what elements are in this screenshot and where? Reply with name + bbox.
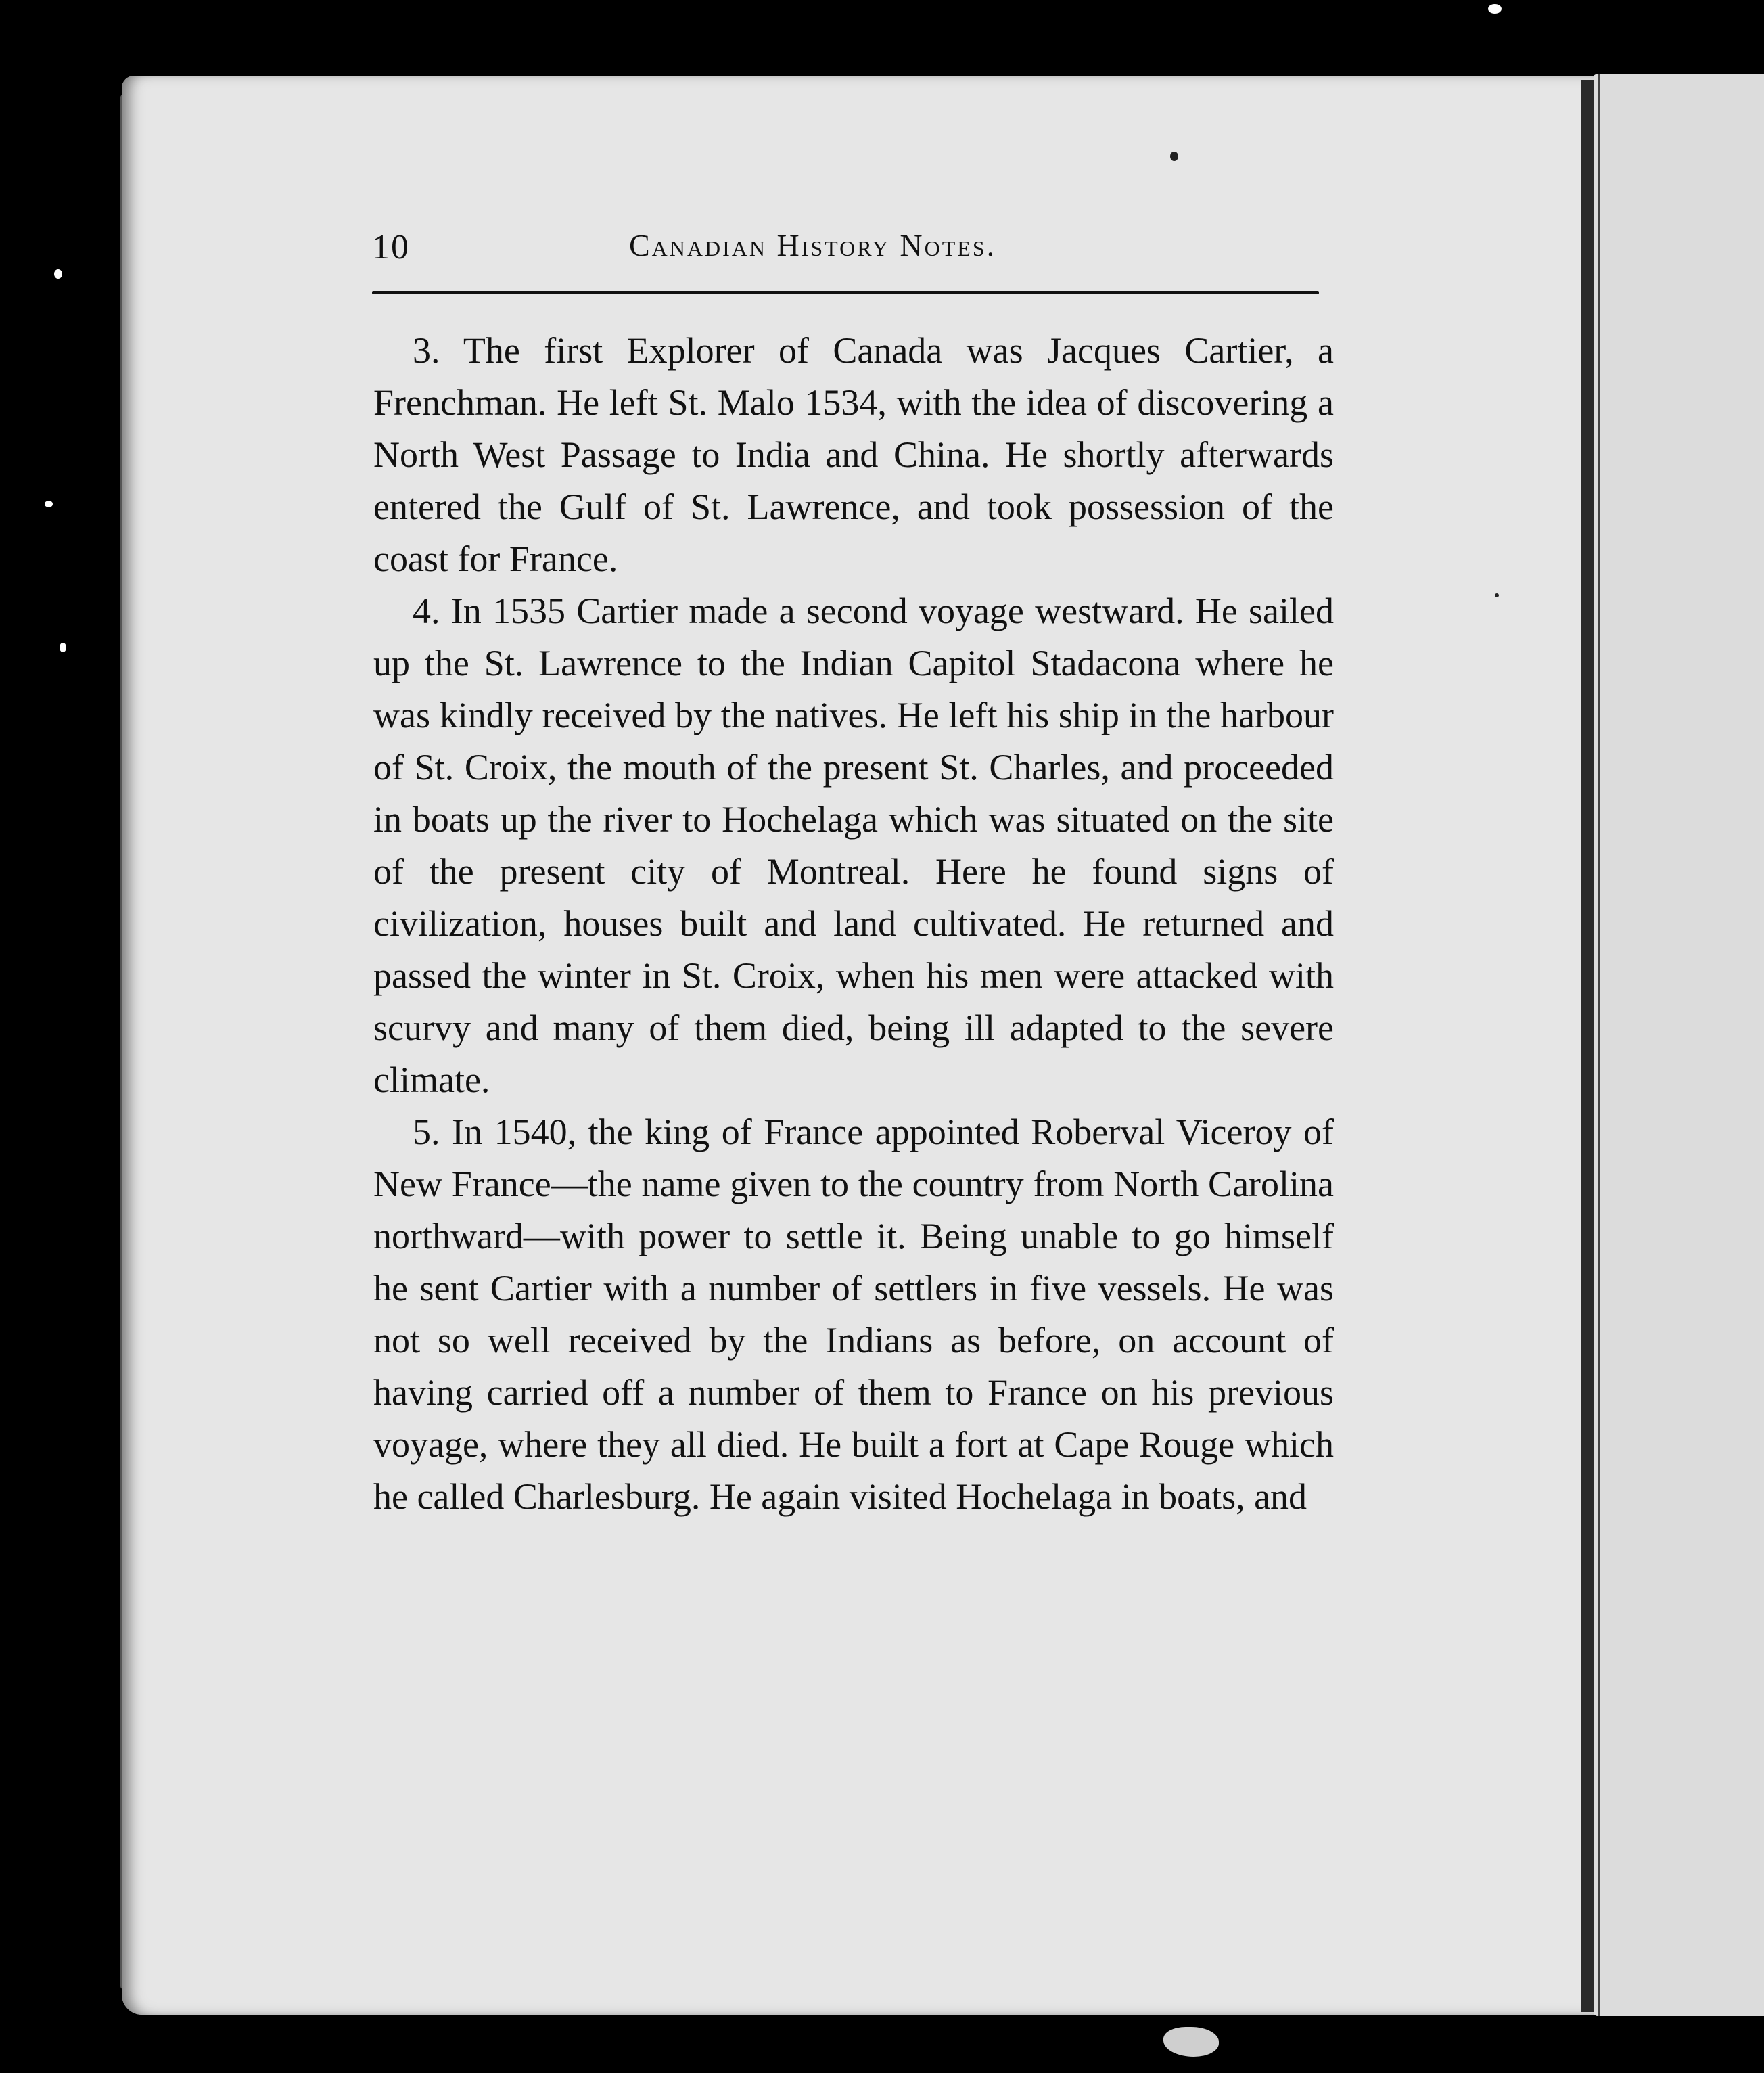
facing-page-edge xyxy=(1594,74,1764,2016)
facing-page-border xyxy=(1598,74,1600,2016)
page-body xyxy=(373,325,1334,1523)
scan-speck xyxy=(45,501,53,507)
scan-speck xyxy=(60,643,66,652)
running-title: Canadian History Notes. xyxy=(629,228,997,263)
page-header xyxy=(372,223,1360,277)
scan-speck xyxy=(54,269,62,279)
page-number: 10 xyxy=(372,228,410,267)
header-rule xyxy=(372,291,1319,294)
scan-blemish xyxy=(1163,2027,1219,2057)
ink-speck xyxy=(1495,593,1499,597)
book-gutter xyxy=(1581,80,1594,2012)
paragraph-4-second-voyage: 4. In 1535 Cartier made a second voyage westward. He sailed up the St. Lawrence to the Indian Capitol Stadacona where he was kindly received by the natives. He left his ship in the harbour of St. Croix, the mouth of the present St. Charles, and proceeded in boats up the river to Hochelaga which was situated on the site of the present city of Montreal. Here he found signs of civilization, houses built and land cultivated. He returned and passed the winter in St. Croix, when his men were attacked with scurvy and many of them died, being ill adapted to the severe climate. xyxy=(373,591,1334,1100)
paragraph-3-first-explorer: 3. The first Explorer of Canada was Jacques Cartier, a Frenchman. He left St. Malo 1534, with the idea of discovering a North West Passage to India and China. He shortly afterwards entered the Gulf of St. Lawrence, and took possession of the coast for France. xyxy=(373,330,1334,579)
ink-speck xyxy=(1170,152,1178,161)
paragraph-5-roberval-viceroy: 5. In 1540, the king of France appointed Roberval Viceroy of New France—the name given to the country from North Carolina northward—with power to settle it. Being unable to go himself he sent Cartier with a number of settlers in five vessels. He was not so well received by the Indians as before, on account of having carried off a number of them to France on his previous voyage, where they all died. He built a fort at Cape Rouge which he called Charlesburg. He again visited Hochelaga in boats, and xyxy=(373,1112,1334,1517)
scan-speck xyxy=(1488,4,1502,14)
